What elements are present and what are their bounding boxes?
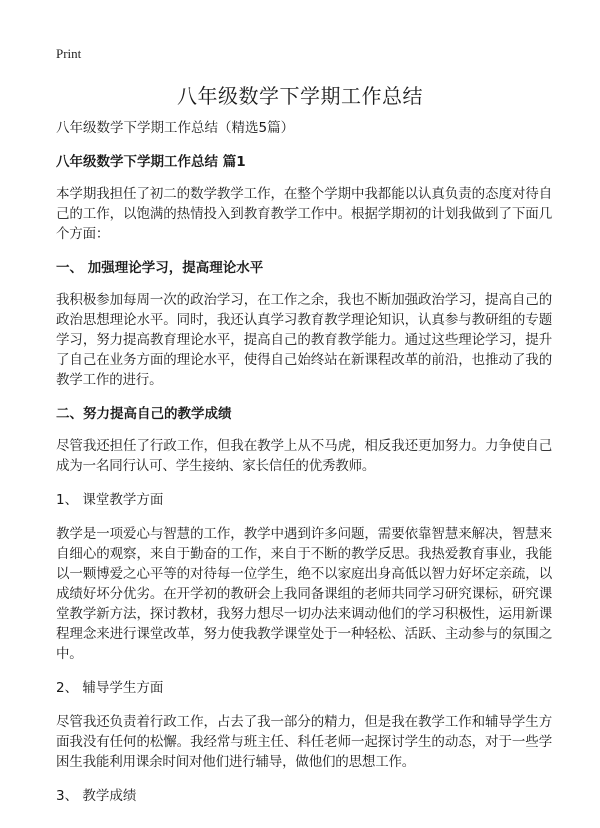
sub1-heading: 1、 课堂教学方面	[56, 492, 164, 508]
article-heading: 八年级数学下学期工作总结 篇1	[56, 154, 246, 170]
page-title: 八年级数学下学期工作总结	[177, 84, 423, 108]
document-body	[56, 118, 552, 820]
sub2-heading: 2、 辅导学生方面	[56, 680, 164, 696]
sub2-paragraph: 尽管我还负责着行政工作，占去了我一部分的精力，但是我在教学工作和辅导学生方面我没有任何的松懈。我经常与班主任、科任老师一起探讨学生的动态，对于一些学困生我能利用课余时间对他们进行辅导，做他们的思想工作。	[56, 714, 552, 770]
print-link[interactable]: Print	[56, 46, 82, 61]
section2-paragraph: 尽管我还担任了行政工作，但我在教学上从不马虎，相反我还更加努力。力争使自己成为一名同行认可、学生接纳、家长信任的优秀教师。	[56, 438, 552, 474]
sub3-heading: 3、 教学成绩	[56, 788, 137, 804]
section2-heading: 二、努力提高自己的教学成绩	[56, 406, 232, 422]
section1-heading: 一、 加强理论学习，提高理论水平	[56, 260, 264, 276]
intro-paragraph: 本学期我担任了初二的数学教学工作，在整个学期中我都能以认真负责的态度对待自己的工作，以饱满的热情投入到教育教学工作中。根据学期初的计划我做到了下面几个方面：	[56, 186, 552, 242]
sub1-paragraph: 教学是一项爱心与智慧的工作，教学中遇到许多问题，需要依靠智慧来解决，智慧来自细心的观察，来自于勤奋的工作，来自于不断的教学反思。我热爱教育事业，我能以一颗博爱之心平等的对待每一位学生，绝不以家庭出身高低以智力好坏定亲疏，以成绩好坏分优劣。在开学初的教研会上我同备课组的老师共同学习研究课标，研究课堂教学新方法，探讨教材，我努力想尽一切办法来调动他们的学习积极性，运用新课程理念来进行课堂改革，努力使我教学课堂处于一种轻松、活跃、主动参与的氛围之中。	[56, 526, 552, 662]
document-subtitle: 八年级数学下学期工作总结（精选5篇）	[56, 120, 295, 136]
section1-paragraph: 我积极参加每周一次的政治学习，在工作之余，我也不断加强政治学习，提高自己的政治思想理论水平。同时，我还认真学习教育教学理论知识，认真参与教研组的专题学习，努力提高教育理论水平，提高自己的教育教学能力。通过这些理论学习，提升了自己在业务方面的理论水平，使得自己始终站在新课程改革的前沿，也推动了我的教学工作的进行。	[56, 292, 552, 388]
